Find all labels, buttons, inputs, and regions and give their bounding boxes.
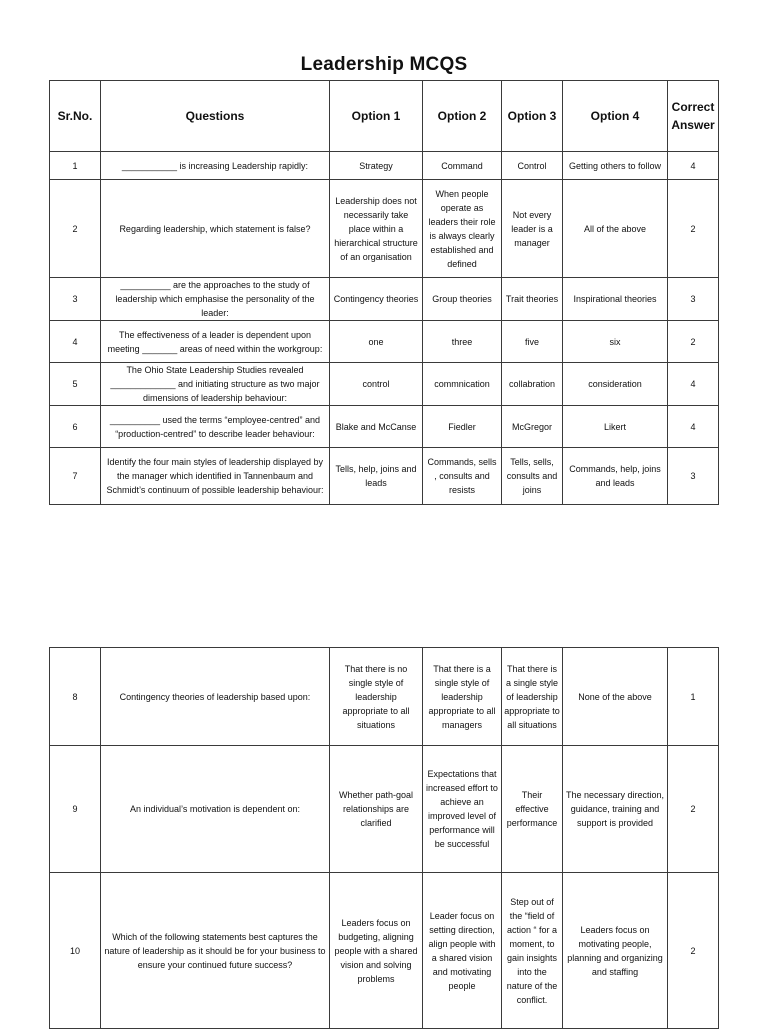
sr-no-cell: 4 (50, 321, 101, 363)
header-row (50, 81, 719, 152)
option-1-cell: Contingency theories (330, 278, 423, 321)
question-cell: Identify the four main styles of leadership displayed by the manager which identified in Tannenbaum and Schmidt’s continuum of possible leadership behaviour: (101, 448, 330, 505)
option-1-cell: Leadership does not necessarily take place within a hierarchical structure of an organisation (330, 180, 423, 278)
sr-no-cell: 8 (50, 648, 101, 746)
option-3-cell: That there is a single style of leadership appropriate to all situations (502, 648, 563, 746)
header-questions: Questions (101, 81, 330, 152)
option-2-cell: Leader focus on setting direction, align people with a shared vision and motivating people (423, 873, 502, 1029)
question-cell: ___________ is increasing Leadership rapidly: (101, 152, 330, 180)
table-row (50, 873, 719, 1029)
option-1-cell: Tells, help, joins and leads (330, 448, 423, 505)
option-1-cell: control (330, 363, 423, 406)
option-4-cell: six (563, 321, 668, 363)
option-4-cell: consideration (563, 363, 668, 406)
table-row (50, 152, 719, 180)
answer-cell: 4 (668, 363, 719, 406)
sr-no-cell: 5 (50, 363, 101, 406)
header-correct-answer: Correct Answer (668, 81, 719, 152)
sr-no-cell: 3 (50, 278, 101, 321)
question-cell: Contingency theories of leadership based upon: (101, 648, 330, 746)
option-3-cell: Trait theories (502, 278, 563, 321)
option-4-cell: Leaders focus on motivating people, planning and organizing and staffing (563, 873, 668, 1029)
answer-cell: 1 (668, 648, 719, 746)
sr-no-cell: 2 (50, 180, 101, 278)
table-row (50, 363, 719, 406)
header-option-2: Option 2 (423, 81, 502, 152)
option-4-cell: Getting others to follow (563, 152, 668, 180)
table-row (50, 278, 719, 321)
option-2-cell: Commands, sells , consults and resists (423, 448, 502, 505)
option-4-cell: Inspirational theories (563, 278, 668, 321)
option-4-cell: The necessary direction, guidance, training and support is provided (563, 746, 668, 873)
answer-cell: 4 (668, 406, 719, 448)
option-2-cell: When people operate as leaders their role is always clearly established and defined (423, 180, 502, 278)
header-option-1: Option 1 (330, 81, 423, 152)
option-3-cell: Tells, sells, consults and joins (502, 448, 563, 505)
sr-no-cell: 9 (50, 746, 101, 873)
question-cell: Which of the following statements best captures the nature of leadership as it should be for your business to ensure your continued future success? (101, 873, 330, 1029)
question-cell: __________ are the approaches to the study of leadership which emphasise the personality of the leader: (101, 278, 330, 321)
answer-cell: 2 (668, 746, 719, 873)
answer-cell: 3 (668, 448, 719, 505)
sr-no-cell: 7 (50, 448, 101, 505)
option-1-cell: Strategy (330, 152, 423, 180)
option-4-cell: Likert (563, 406, 668, 448)
mcq-table-part-1 (49, 80, 719, 505)
answer-cell: 2 (668, 180, 719, 278)
option-3-cell: five (502, 321, 563, 363)
table-row (50, 648, 719, 746)
question-cell: An individual’s motivation is dependent on: (101, 746, 330, 873)
sr-no-cell: 10 (50, 873, 101, 1029)
header-option-4: Option 4 (563, 81, 668, 152)
question-cell: Regarding leadership, which statement is false? (101, 180, 330, 278)
option-1-cell: Whether path-goal relationships are clarified (330, 746, 423, 873)
option-3-cell: Not every leader is a manager (502, 180, 563, 278)
mcq-table-part-2 (49, 647, 719, 1029)
option-3-cell: Control (502, 152, 563, 180)
table-row (50, 180, 719, 278)
answer-cell: 3 (668, 278, 719, 321)
option-1-cell: That there is no single style of leadership appropriate to all situations (330, 648, 423, 746)
option-4-cell: None of the above (563, 648, 668, 746)
question-cell: __________ used the terms “employee-centred” and “production-centred” to describe leader behaviour: (101, 406, 330, 448)
option-3-cell: collabration (502, 363, 563, 406)
table-row (50, 448, 719, 505)
option-2-cell: commnication (423, 363, 502, 406)
option-3-cell: Their effective performance (502, 746, 563, 873)
option-1-cell: one (330, 321, 423, 363)
page-title: Leadership MCQS (300, 54, 468, 75)
option-4-cell: All of the above (563, 180, 668, 278)
option-4-cell: Commands, help, joins and leads (563, 448, 668, 505)
header-sr-no: Sr.No. (50, 81, 101, 152)
answer-cell: 2 (668, 873, 719, 1029)
option-2-cell: three (423, 321, 502, 363)
table-row (50, 321, 719, 363)
option-2-cell: That there is a single style of leadership appropriate to all managers (423, 648, 502, 746)
option-2-cell: Command (423, 152, 502, 180)
option-3-cell: Step out of the “field of action “ for a moment, to gain insights into the nature of the conflict. (502, 873, 563, 1029)
sr-no-cell: 6 (50, 406, 101, 448)
question-cell: The Ohio State Leadership Studies revealed _____________ and initiating structure as two major dimensions of leadership behaviour: (101, 363, 330, 406)
option-2-cell: Fiedler (423, 406, 502, 448)
header-option-3: Option 3 (502, 81, 563, 152)
option-3-cell: McGregor (502, 406, 563, 448)
sr-no-cell: 1 (50, 152, 101, 180)
option-1-cell: Blake and McCanse (330, 406, 423, 448)
option-2-cell: Expectations that increased effort to achieve an improved level of performance will be successful (423, 746, 502, 873)
answer-cell: 4 (668, 152, 719, 180)
option-1-cell: Leaders focus on budgeting, aligning people with a shared vision and solving problems (330, 873, 423, 1029)
table-row (50, 746, 719, 873)
question-cell: The effectiveness of a leader is dependent upon meeting _______ areas of need within the workgroup: (101, 321, 330, 363)
table-row (50, 406, 719, 448)
option-2-cell: Group theories (423, 278, 502, 321)
answer-cell: 2 (668, 321, 719, 363)
